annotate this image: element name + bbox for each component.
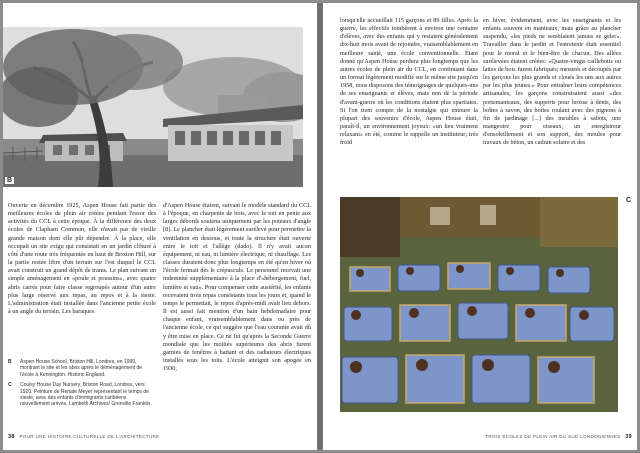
body-text: Ouverte en décembre 1925, Aspen House fait partie des meilleures écoles de plein air créées pendant l'essor des activités du CCL à cette époque. À la différence des deux écoles de Clapham Common, elle n'avait pas de vieille grande maison dont elle pût dépendre. À la place, elle occupait un site exigu qui consistait en un jardin clôturé à côté d'une route très fréquentée en haut de Brixton Hill, sur la partie restée libre d'un terrain sur l'est duquel le CCL avait construit un grand dépôt de trams. Le plan suivant un simple aménagement en «poule et poussins», avec quatre abris carrés pour faire classe regroupés autour d'un autre plus large réservé aux repas, au repos et à la sieste. L'administration était installée dans l'ancienne petite école à un angle du terrain. Les baraques bbox=[8, 202, 156, 316]
running-title: TROIS ÉCOLES DE PLEIN AIR DU SUD LONDONIENNES bbox=[485, 434, 621, 439]
body-text: en hiver, évidemment, avec les enseignants et les enfants souvent en manteaux, mais grâce au plancher suspendu, «les pieds ne semblaient jamais se geler». Travailler dans le jardin et l'entretenir était essentiel pour le moral et le bien-être de chacun. Des allées surélevées étaient créées: «Quatre-vingts caillebotis ou lattes de bois furent fabriqués; mesurés et découpés par les garçons les plus grands et cloués les uns aux autres par les plus jeunes.» Pour entraîner leurs compétences artisanales, les garçons construisaient aussi «des portemanteaux, des supports pour brosse à dents, des boîtes à savon, des boîtes roulant avec des pignons à fin de jardinage [...] des meubles à sabots, une mangeoire pour oiseaux, un enregistreur d'ensoleillement et son support, des moules pour travaux de béton, un cadran solaire et des bbox=[483, 17, 621, 147]
left-column-2 bbox=[163, 202, 311, 373]
body-text: lorsqu'elle accueillait 115 garçons et 89 filles. Après la guerre, les effectifs tombèrent à environ une centaine d'élèves, avec des enfants qui y restaient généralement dix-huit mois avant de rejoindre, vraisemblablement en meilleure santé, une école conventionnelle. Étant donné qu'Aspen House perdura plus longtemps que les autres écoles de plein air du CCL, en continuant dans un format légèrement modifié sur le même site jusqu'en 1958, nous disposons des témoignages de quelques-uns de ses enseignants et élèves, mais non de la période d'avant-guerre où les conditions étaient plus spartiates. Si l'on tient compte de la nostalgie qui entoure la plupart des souvenirs d'école, Aspen House était, paraît-il, un environnement joyeux: «un lieu vraiment relaxant» en été, comme le rappelle un instituteur; très froid bbox=[340, 17, 478, 147]
aspen-house-photo bbox=[3, 27, 303, 187]
figure-captions bbox=[8, 359, 156, 412]
page-number: 38 bbox=[8, 434, 15, 440]
right-page bbox=[323, 3, 637, 450]
caption-number: B bbox=[8, 359, 12, 365]
caption-text: Coulsy House Day Nursery, Brixton Road, Londres, vers 1920. Peinture de Renate Meyer représentant le temps de sieste, avec des enfants d'immigrants caribéens nouvellement arrivés. Lambeth Archives/ Grenville Franklin. bbox=[20, 382, 152, 408]
page-number: 39 bbox=[625, 434, 632, 440]
right-footer bbox=[485, 434, 632, 440]
aspen-house-photo-art bbox=[3, 27, 303, 187]
caption-number: C bbox=[8, 382, 12, 389]
left-page bbox=[3, 3, 317, 450]
left-column-1 bbox=[8, 202, 156, 316]
figure-letter-c: C bbox=[626, 197, 632, 204]
left-footer bbox=[8, 434, 160, 440]
right-column-1 bbox=[340, 17, 478, 148]
nap-time-painting-art bbox=[340, 197, 618, 412]
caption-text: Aspen House School, Brixton Hill, Londres, en 1999, montrant le site et les abris après le déménagement de l'école à Kennington. Historic England. bbox=[20, 359, 143, 378]
nap-time-painting bbox=[340, 197, 618, 412]
caption-c bbox=[8, 382, 156, 408]
right-column-2 bbox=[483, 17, 621, 148]
caption-b bbox=[8, 359, 156, 378]
running-title: POUR UNE HISTOIRE CULTURELLE DE L'ARCHITECTURE bbox=[19, 434, 160, 439]
body-text: d'Aspen House étaient, suivant le modèle standard du CCL à l'époque, en charpente de bois, avec le toit en pente aux larges débords soutenu uniquement par les poteaux d'angle [8]. Le plancher était légèrement surélevé pour permettre la ventilation en dessous, et toute la structure était ouverte entre le toit et l'allège (dado). Il n'y avait aucun équipement, ni eau, ni lumière électrique, ni chauffage. Les classes duraient donc plus longtemps en été qu'en hiver où l'école fermait dès le crépuscule. Le personnel recevait une indemnité supplémentaire à la place d'«hébergement, fuel, lumière et eau». Pour compenser cette austérité, les enfants recevaient trois repas consistants tous les jours et, quand le temps le permettait, le repos d'après-midi avait lieu dehors. Il est aussi fait mention d'un bain hebdomadaire pour chaque enfant, vraisemblablement dans ou près de l'ancienne école, ce qui suggère que l'eau courante avait dû y être mise en place. Ce ne fut qu'après la Seconde Guerre mondiale que les moitiés supérieures des abris furent garnies de fenêtres à battant et des radiateurs électriques installés sous les toits. L'école atteignit son apogée en 1930, bbox=[163, 202, 311, 373]
figure-letter-b: B bbox=[7, 177, 13, 184]
